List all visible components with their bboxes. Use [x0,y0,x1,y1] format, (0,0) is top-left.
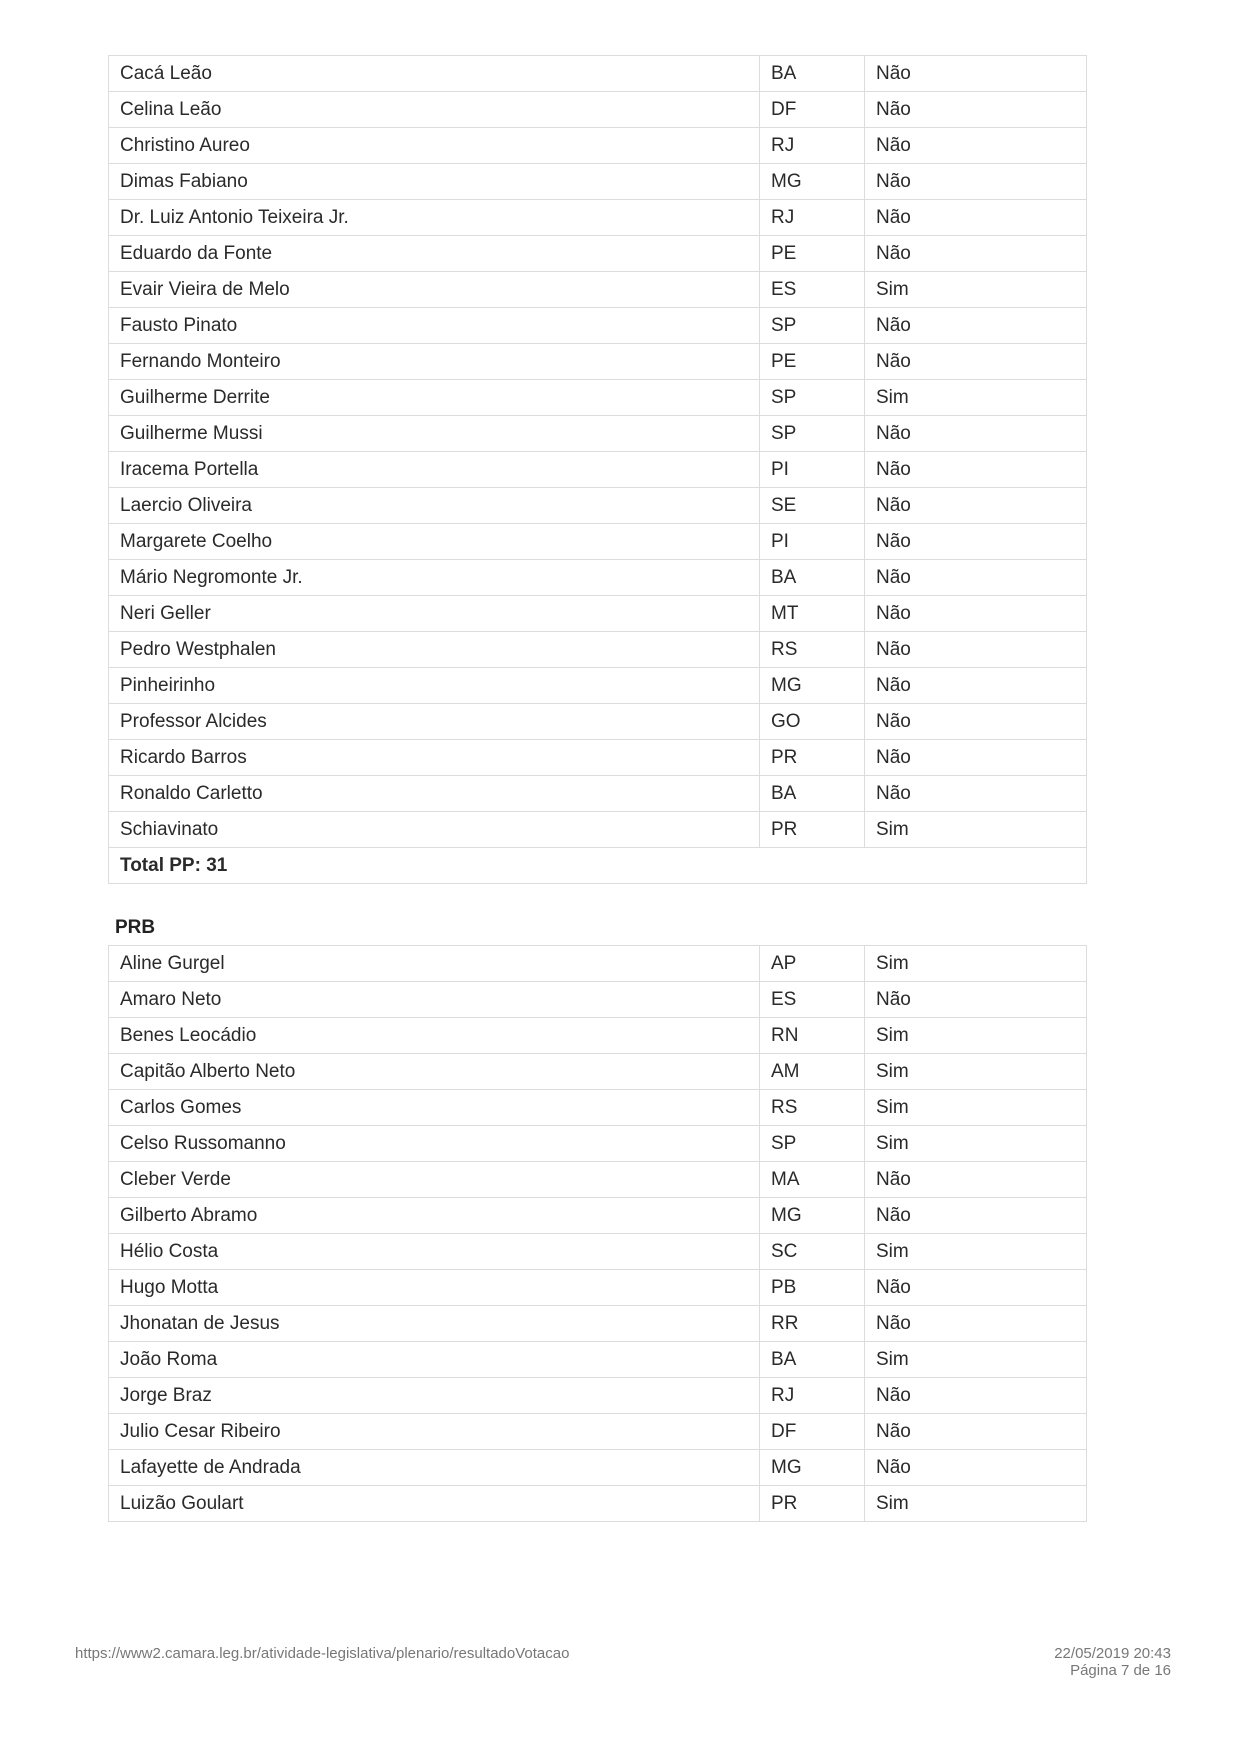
deputy-state: SP [760,308,865,344]
deputy-state: PI [760,524,865,560]
table-row [109,946,1087,982]
deputy-state: MT [760,596,865,632]
prb-table-body [109,946,1087,1522]
deputy-vote: Não [865,416,1087,452]
table-row [109,1126,1087,1162]
pp-vote-table [108,55,1087,884]
deputy-vote: Sim [865,812,1087,848]
table-row [109,632,1087,668]
deputy-state: AM [760,1054,865,1090]
table-row [109,740,1087,776]
deputy-vote: Não [865,1270,1087,1306]
deputy-state: PE [760,344,865,380]
deputy-state: SP [760,1126,865,1162]
deputy-vote: Não [865,200,1087,236]
deputy-state: RS [760,632,865,668]
deputy-state: MA [760,1162,865,1198]
table-row [109,1342,1087,1378]
table-row [109,344,1087,380]
deputy-vote: Sim [865,1486,1087,1522]
deputy-state: RR [760,1306,865,1342]
deputy-name: Christino Aureo [109,128,760,164]
deputy-vote: Não [865,1198,1087,1234]
deputy-vote: Sim [865,1090,1087,1126]
table-row [109,1198,1087,1234]
deputy-vote: Não [865,776,1087,812]
deputy-vote: Não [865,1162,1087,1198]
deputy-name: Luizão Goulart [109,1486,760,1522]
deputy-vote: Não [865,236,1087,272]
deputy-name: Hugo Motta [109,1270,760,1306]
deputy-name: Fausto Pinato [109,308,760,344]
deputy-state: SP [760,380,865,416]
deputy-name: Guilherme Mussi [109,416,760,452]
deputy-vote: Não [865,560,1087,596]
deputy-state: RJ [760,128,865,164]
deputy-state: ES [760,982,865,1018]
footer-url: https://www2.camara.leg.br/atividade-legislativa/plenario/resultadoVotacao [75,1645,570,1662]
deputy-name: Fernando Monteiro [109,344,760,380]
table-row [109,1234,1087,1270]
deputy-name: Dimas Fabiano [109,164,760,200]
pp-total: Total PP: 31 [109,848,1087,884]
deputy-name: Jorge Braz [109,1378,760,1414]
deputy-state: AP [760,946,865,982]
deputy-name: Hélio Costa [109,1234,760,1270]
deputy-state: PR [760,812,865,848]
table-row [109,56,1087,92]
table-row [109,668,1087,704]
deputy-state: SP [760,416,865,452]
deputy-vote: Sim [865,380,1087,416]
footer-datetime: 22/05/2019 20:43 [1054,1645,1171,1662]
table-row [109,200,1087,236]
table-row [109,1306,1087,1342]
deputy-state: PR [760,1486,865,1522]
deputy-name: Ronaldo Carletto [109,776,760,812]
table-row [109,1378,1087,1414]
deputy-state: SE [760,488,865,524]
deputy-state: ES [760,272,865,308]
deputy-vote: Não [865,452,1087,488]
deputy-vote: Não [865,1414,1087,1450]
table-row [109,1018,1087,1054]
deputy-vote: Não [865,1378,1087,1414]
deputy-vote: Não [865,308,1087,344]
table-row [109,1414,1087,1450]
deputy-name: Pinheirinho [109,668,760,704]
deputy-name: Dr. Luiz Antonio Teixeira Jr. [109,200,760,236]
deputy-name: Capitão Alberto Neto [109,1054,760,1090]
deputy-state: PE [760,236,865,272]
table-row [109,524,1087,560]
deputy-vote: Sim [865,1054,1087,1090]
deputy-vote: Não [865,344,1087,380]
table-row [109,308,1087,344]
deputy-state: DF [760,1414,865,1450]
table-row [109,416,1087,452]
deputy-vote: Sim [865,1234,1087,1270]
deputy-state: RN [760,1018,865,1054]
deputy-name: Celso Russomanno [109,1126,760,1162]
deputy-vote: Não [865,740,1087,776]
deputy-name: Guilherme Derrite [109,380,760,416]
prb-vote-table [108,945,1087,1522]
table-row [109,1054,1087,1090]
deputy-name: Margarete Coelho [109,524,760,560]
table-row [109,380,1087,416]
table-row [109,452,1087,488]
deputy-state: PB [760,1270,865,1306]
deputy-name: Lafayette de Andrada [109,1450,760,1486]
deputy-name: Carlos Gomes [109,1090,760,1126]
party-heading-prb: PRB [115,917,156,938]
table-row [109,704,1087,740]
deputy-vote: Não [865,1450,1087,1486]
deputy-name: Benes Leocádio [109,1018,760,1054]
footer-info [1054,1645,1171,1679]
table-row [109,272,1087,308]
deputy-name: Iracema Portella [109,452,760,488]
deputy-state: RJ [760,200,865,236]
deputy-state: PI [760,452,865,488]
deputy-name: Evair Vieira de Melo [109,272,760,308]
deputy-vote: Não [865,164,1087,200]
table-row [109,596,1087,632]
deputy-name: Mário Negromonte Jr. [109,560,760,596]
table-row [109,164,1087,200]
deputy-state: MG [760,1450,865,1486]
deputy-state: MG [760,668,865,704]
deputy-vote: Não [865,982,1087,1018]
deputy-vote: Não [865,632,1087,668]
deputy-name: Schiavinato [109,812,760,848]
table-row [109,812,1087,848]
deputy-name: Celina Leão [109,92,760,128]
deputy-state: BA [760,776,865,812]
deputy-vote: Não [865,668,1087,704]
deputy-vote: Sim [865,1342,1087,1378]
table-row [109,128,1087,164]
table-row [109,1486,1087,1522]
deputy-state: MG [760,1198,865,1234]
deputy-state: BA [760,560,865,596]
deputy-vote: Não [865,488,1087,524]
pp-total-row [109,848,1087,884]
page-content [0,62,1241,1571]
deputy-name: Cacá Leão [109,56,760,92]
table-row [109,1450,1087,1486]
deputy-name: Cleber Verde [109,1162,760,1198]
deputy-vote: Sim [865,272,1087,308]
pp-table-body [109,56,1087,848]
deputy-name: Pedro Westphalen [109,632,760,668]
deputy-vote: Sim [865,1018,1087,1054]
deputy-vote: Sim [865,1126,1087,1162]
deputy-vote: Não [865,128,1087,164]
deputy-name: Professor Alcides [109,704,760,740]
deputy-name: Neri Geller [109,596,760,632]
table-row [109,560,1087,596]
table-row [109,982,1087,1018]
table-row [109,1090,1087,1126]
table-row [109,776,1087,812]
deputy-vote: Não [865,596,1087,632]
deputy-name: Ricardo Barros [109,740,760,776]
deputy-name: Jhonatan de Jesus [109,1306,760,1342]
deputy-name: Amaro Neto [109,982,760,1018]
deputy-state: RS [760,1090,865,1126]
deputy-state: BA [760,56,865,92]
table-row [109,488,1087,524]
deputy-state: MG [760,164,865,200]
deputy-name: João Roma [109,1342,760,1378]
deputy-name: Aline Gurgel [109,946,760,982]
deputy-vote: Sim [865,946,1087,982]
deputy-vote: Não [865,56,1087,92]
deputy-name: Julio Cesar Ribeiro [109,1414,760,1450]
footer-page-number: Página 7 de 16 [1070,1662,1171,1679]
deputy-name: Laercio Oliveira [109,488,760,524]
table-row [109,236,1087,272]
deputy-state: PR [760,740,865,776]
deputy-state: BA [760,1342,865,1378]
deputy-vote: Não [865,704,1087,740]
deputy-vote: Não [865,524,1087,560]
deputy-state: SC [760,1234,865,1270]
table-row [109,1270,1087,1306]
deputy-vote: Não [865,92,1087,128]
deputy-state: DF [760,92,865,128]
deputy-state: RJ [760,1378,865,1414]
table-row [109,92,1087,128]
deputy-name: Gilberto Abramo [109,1198,760,1234]
deputy-name: Eduardo da Fonte [109,236,760,272]
table-row [109,1162,1087,1198]
deputy-vote: Não [865,1306,1087,1342]
deputy-state: GO [760,704,865,740]
